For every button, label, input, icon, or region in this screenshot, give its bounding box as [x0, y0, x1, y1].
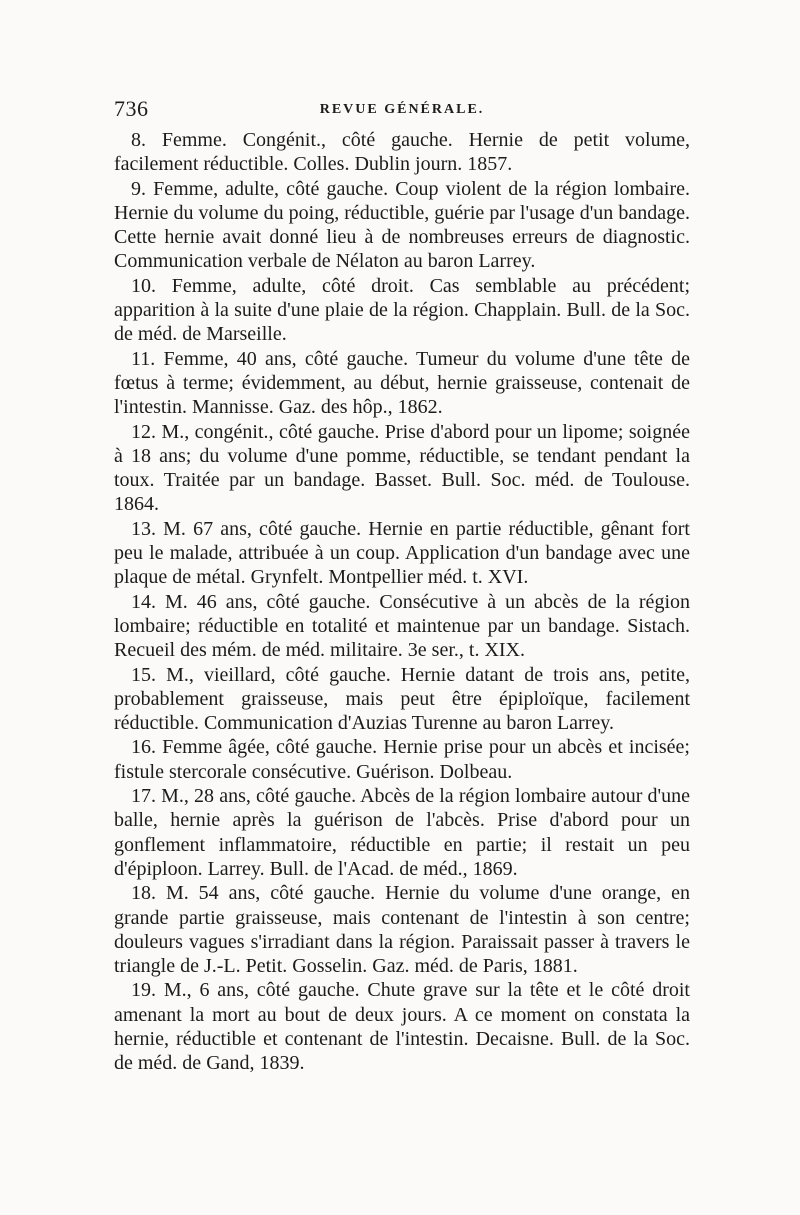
case-entry-11: 11. Femme, 40 ans, côté gauche. Tumeur du volume d'une tête de fœtus à terme; évidemment, au début, hernie graisseuse, contenait de l'intestin. Mannisse. Gaz. des hôp., 1862.	[114, 347, 690, 419]
running-title: REVUE GÉNÉRALE.	[319, 102, 485, 117]
case-entry-12: 12. M., congénit., côté gauche. Prise d'abord pour un lipome; soignée à 18 ans; du volume d'une pomme, réductible, se tendant pendant la toux. Traitée par un bandage. Basset. Bull. Soc. méd. de Toulouse. 1864.	[114, 420, 690, 516]
case-entry-16: 16. Femme âgée, côté gauche. Hernie prise pour un abcès et incisée; fistule stercorale consécutive. Guérison. Dolbeau.	[114, 736, 690, 783]
case-entry-15: 15. M., vieillard, côté gauche. Hernie datant de trois ans, petite, probablement graisseuse, mais peut être épiploïque, facilement réductible. Communication d'Auzias Turenne au baron Larrey.	[114, 663, 690, 735]
running-head	[114, 96, 690, 126]
case-entry-10: 10. Femme, adulte, côté droit. Cas semblable au précédent; apparition à la suite d'une plaie de la région. Chapplain. Bull. de la Soc. de méd. de Marseille.	[114, 274, 690, 346]
case-entry-9: 9. Femme, adulte, côté gauche. Coup violent de la région lombaire. Hernie du volume du poing, réductible, guérie par l'usage d'un bandage. Cette hernie avait donné lieu à de nombreuses erreurs de diagnostic. Communication verbale de Nélaton au baron Larrey.	[114, 177, 690, 273]
case-entry-14: 14. M. 46 ans, côté gauche. Consécutive à un abcès de la région lombaire; réductible en totalité et maintenue par un bandage. Sistach. Recueil des mém. de méd. militaire. 3e ser., t. XIX.	[114, 590, 690, 662]
case-entry-8: 8. Femme. Congénit., côté gauche. Hernie de petit volume, facilement réductible. Colles. Dublin journ. 1857.	[114, 129, 690, 176]
case-entry-19: 19. M., 6 ans, côté gauche. Chute grave sur la tête et le côté droit amenant la mort au bout de deux jours. A ce moment on constata la hernie, réductible et contenant de l'intestin. Decaisne. Bull. de la Soc. de méd. de Gand, 1839.	[114, 979, 690, 1075]
case-entry-18: 18. M. 54 ans, côté gauche. Hernie du volume d'une orange, en grande partie graisseuse, mais contenant de l'intestin à son centre; douleurs vagues s'irradiant dans la région. Paraissait passer à travers le triangle de J.-L. Petit. Gosselin. Gaz. méd. de Paris, 1881.	[114, 882, 690, 978]
case-entry-13: 13. M. 67 ans, côté gauche. Hernie en partie réductible, gênant fort peu le malade, attribuée à un coup. Application d'un bandage avec une plaque de métal. Grynfelt. Montpellier méd. t. XVI.	[114, 517, 690, 589]
body-text	[114, 128, 690, 1076]
case-entry-17: 17. M., 28 ans, côté gauche. Abcès de la région lombaire autour d'une balle, hernie après la guérison de l'abcès. Prise d'abord pour un gonflement inflammatoire, réductible en partie; il restait un peu d'épiploon. Larrey. Bull. de l'Acad. de méd., 1869.	[114, 785, 690, 880]
page-number: 736	[114, 96, 149, 121]
